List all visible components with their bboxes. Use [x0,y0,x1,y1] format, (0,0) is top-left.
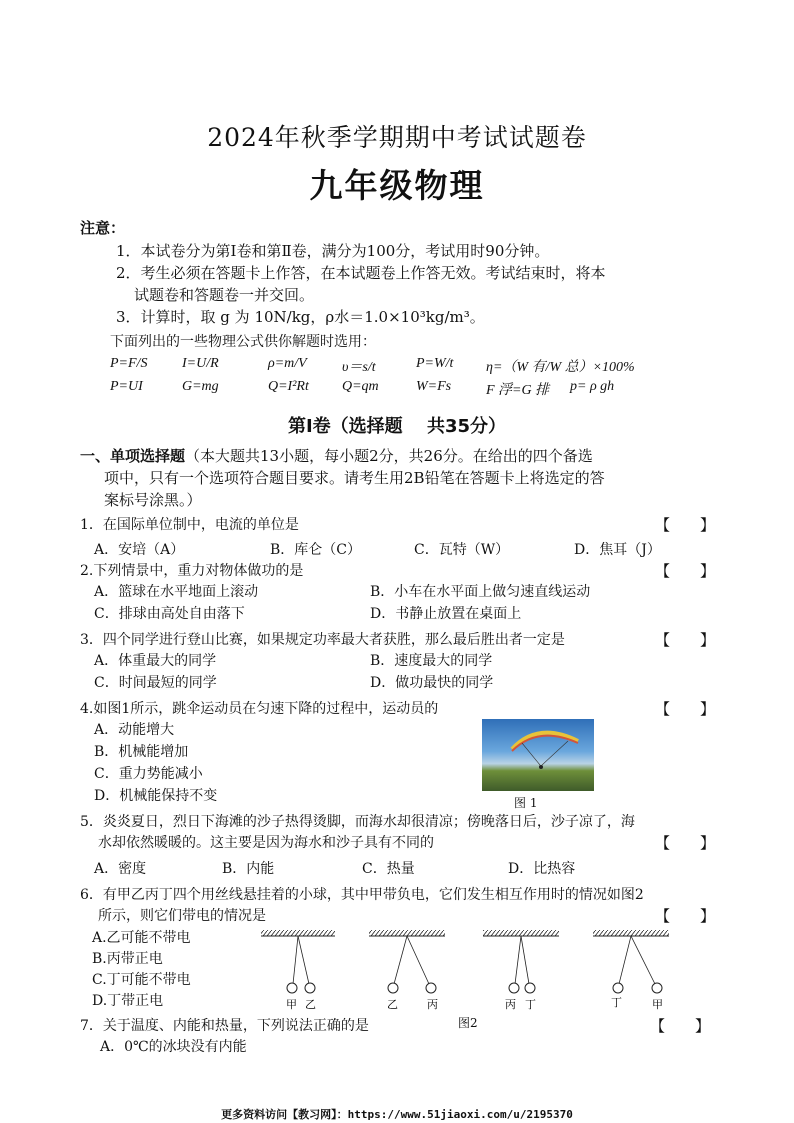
section-title: 第Ⅰ卷（选择题 共35分） [287,416,506,437]
q4-option-d: D．机械能保持不变 [94,788,218,804]
answer-bracket: 【 】 [650,1017,711,1035]
q1-option-a: A．安培（A） [94,542,185,558]
section-heading-line2: 项中，只有一个选项符合题目要求。请考生用2B铅笔在答题卡上将选定的答 [104,469,605,487]
section-heading [80,446,593,467]
ball-label: 丙 [505,998,516,1010]
ball [652,983,662,993]
figure-1-caption: 图 1 [514,796,538,810]
ball-label: 乙 [305,998,316,1010]
question-1-stem: 1．在国际单位制中，电流的单位是 [80,517,299,533]
section-heading-line3: 案标号涂黑。） [104,491,202,509]
q2-option-b: B．小车在水平面上做匀速直线运动 [370,584,591,600]
ball-pair-1 [261,930,335,993]
answer-bracket: 【 】 [655,834,716,852]
question-4-stem: 4.如图1所示，跳伞运动员在匀速下降的过程中，运动员的 [80,701,439,717]
formula: F 浮=G 排 [486,383,550,398]
q4-option-c: C．重力势能减小 [94,766,203,782]
q3-option-b: B．速度最大的同学 [370,653,493,669]
answer-bracket: 【 】 [655,631,716,649]
ceiling-hatch [593,930,669,936]
question-6-line2: 所示，则它们带电的情况是 [98,908,266,924]
q1-option-d: D．焦耳（J） [574,542,661,558]
formula: P=W/t [416,356,454,371]
answer-bracket: 【 】 [655,907,716,925]
ball-pair-4 [593,930,669,993]
question-2-stem: 2.下列情景中，重力对物体做功的是 [80,563,304,579]
ball-label: 甲 [286,998,297,1010]
section-heading-text: （本大题共13小题，每小题2分，共26分。在给出的四个备选 [185,447,593,465]
q6-option-d: D.丁带正电 [92,993,164,1009]
question-7-stem: 7．关于温度、内能和热量，下列说法正确的是 [80,1018,369,1034]
q5-option-d: D．比热容 [508,861,576,877]
q6-option-a: A.乙可能不带电 [92,930,191,946]
subject-title: 九年级物理 [309,166,485,205]
q2-option-a: A．篮球在水平地面上滚动 [94,584,259,600]
ball-label: 乙 [387,998,398,1010]
ball [509,983,519,993]
answer-bracket: 【 】 [655,700,716,718]
q1-option-c: C．瓦特（W） [414,542,510,558]
notice-item-1: 1．本试卷分为第Ⅰ卷和第Ⅱ卷，满分为100分，考试用时90分钟。 [116,242,550,260]
parachute-photo [482,719,594,791]
formula: G=mg [182,379,219,394]
ball-pair-3 [483,930,559,993]
ceiling-hatch [483,930,559,936]
notice-label: 注意： [80,219,126,237]
ball [305,983,315,993]
formula: ρ=m/V [268,356,307,371]
formula: P=UI [110,379,143,394]
q3-option-d: D．做功最快的同学 [370,675,494,691]
formula: η=（W 有/W 总）×100% [486,360,635,375]
ball [426,983,436,993]
q3-option-a: A．体重最大的同学 [94,653,217,669]
ball [388,983,398,993]
question-3-stem: 3．四个同学进行登山比赛，如果规定功率最大者获胜，那么最后胜出者一定是 [80,632,565,648]
ball [525,983,535,993]
ball-pair-2 [369,930,445,993]
formula: W=Fs [416,379,452,394]
formula-intro: 下面列出的一些物理公式供你解题时选用： [110,334,376,350]
figure-2-caption: 图2 [458,1016,478,1030]
q4-option-a: A．动能增大 [94,722,175,738]
q7-option-a: A．0℃的冰块没有内能 [100,1039,247,1055]
parachute-illustration [482,719,594,791]
q5-option-b: B．内能 [222,861,275,877]
question-5-line1: 5．炎炎夏日，烈日下海滩的沙子热得烫脚，而海水却很清凉；傍晚落日后，沙子凉了，海 [80,814,635,830]
notice-item-3: 3．计算时，取 g 为 10N/kg，ρ水＝1.0×10³kg/m³。 [116,308,485,326]
q5-option-c: C．热量 [362,861,415,877]
answer-bracket: 【 】 [655,516,716,534]
notice-item-2-cont: 试题卷和答题卷一并交回。 [134,286,315,304]
ball [287,983,297,993]
ball-label: 丁 [525,998,536,1010]
ball [613,983,623,993]
ball-label: 丁 [611,996,622,1009]
formula: υ＝s/t [342,360,376,375]
formula: p= ρ gh [570,379,615,394]
ball-label: 丙 [427,998,438,1010]
q2-option-d: D．书静止放置在桌面上 [370,606,522,622]
formula: Q=I²Rt [268,379,309,394]
ceiling-hatch [369,930,445,936]
formula: I=U/R [182,356,219,371]
q2-option-c: C．排球由高处自由落下 [94,606,245,622]
q6-option-c: C.丁可能不带电 [92,972,191,988]
formula: Q=qm [342,379,379,394]
formula: P=F/S [110,356,148,371]
q6-option-b: B.丙带正电 [92,951,163,967]
exam-title: 2024年秋季学期期中考试试题卷 [207,123,587,152]
ceiling-hatch [261,930,335,936]
question-6-line1: 6．有甲乙丙丁四个用丝线悬挂着的小球，其中甲带负电，它们发生相互作用时的情况如图2 [80,887,644,903]
question-5-line2: 水却依然暖暖的。这主要是因为海水和沙子具有不同的 [98,835,434,851]
notice-item-2: 2．考生必须在答题卡上作答，在本试题卷上作答无效。考试结束时，将本 [116,264,606,282]
q3-option-c: C．时间最短的同学 [94,675,217,691]
footer-link[interactable]: 更多资料访问【教习网】：https://www.51jiaoxi.com/u/2195370 [221,1108,573,1121]
section-heading-bold: 一、单项选择题 [80,447,186,465]
q1-option-b: B．库仑（C） [270,542,361,558]
q4-option-b: B．机械能增加 [94,744,189,760]
ball-label: 甲 [652,998,663,1010]
q5-option-a: A．密度 [94,861,147,877]
answer-bracket: 【 】 [655,562,716,580]
figure-2-diagram [255,926,685,1010]
